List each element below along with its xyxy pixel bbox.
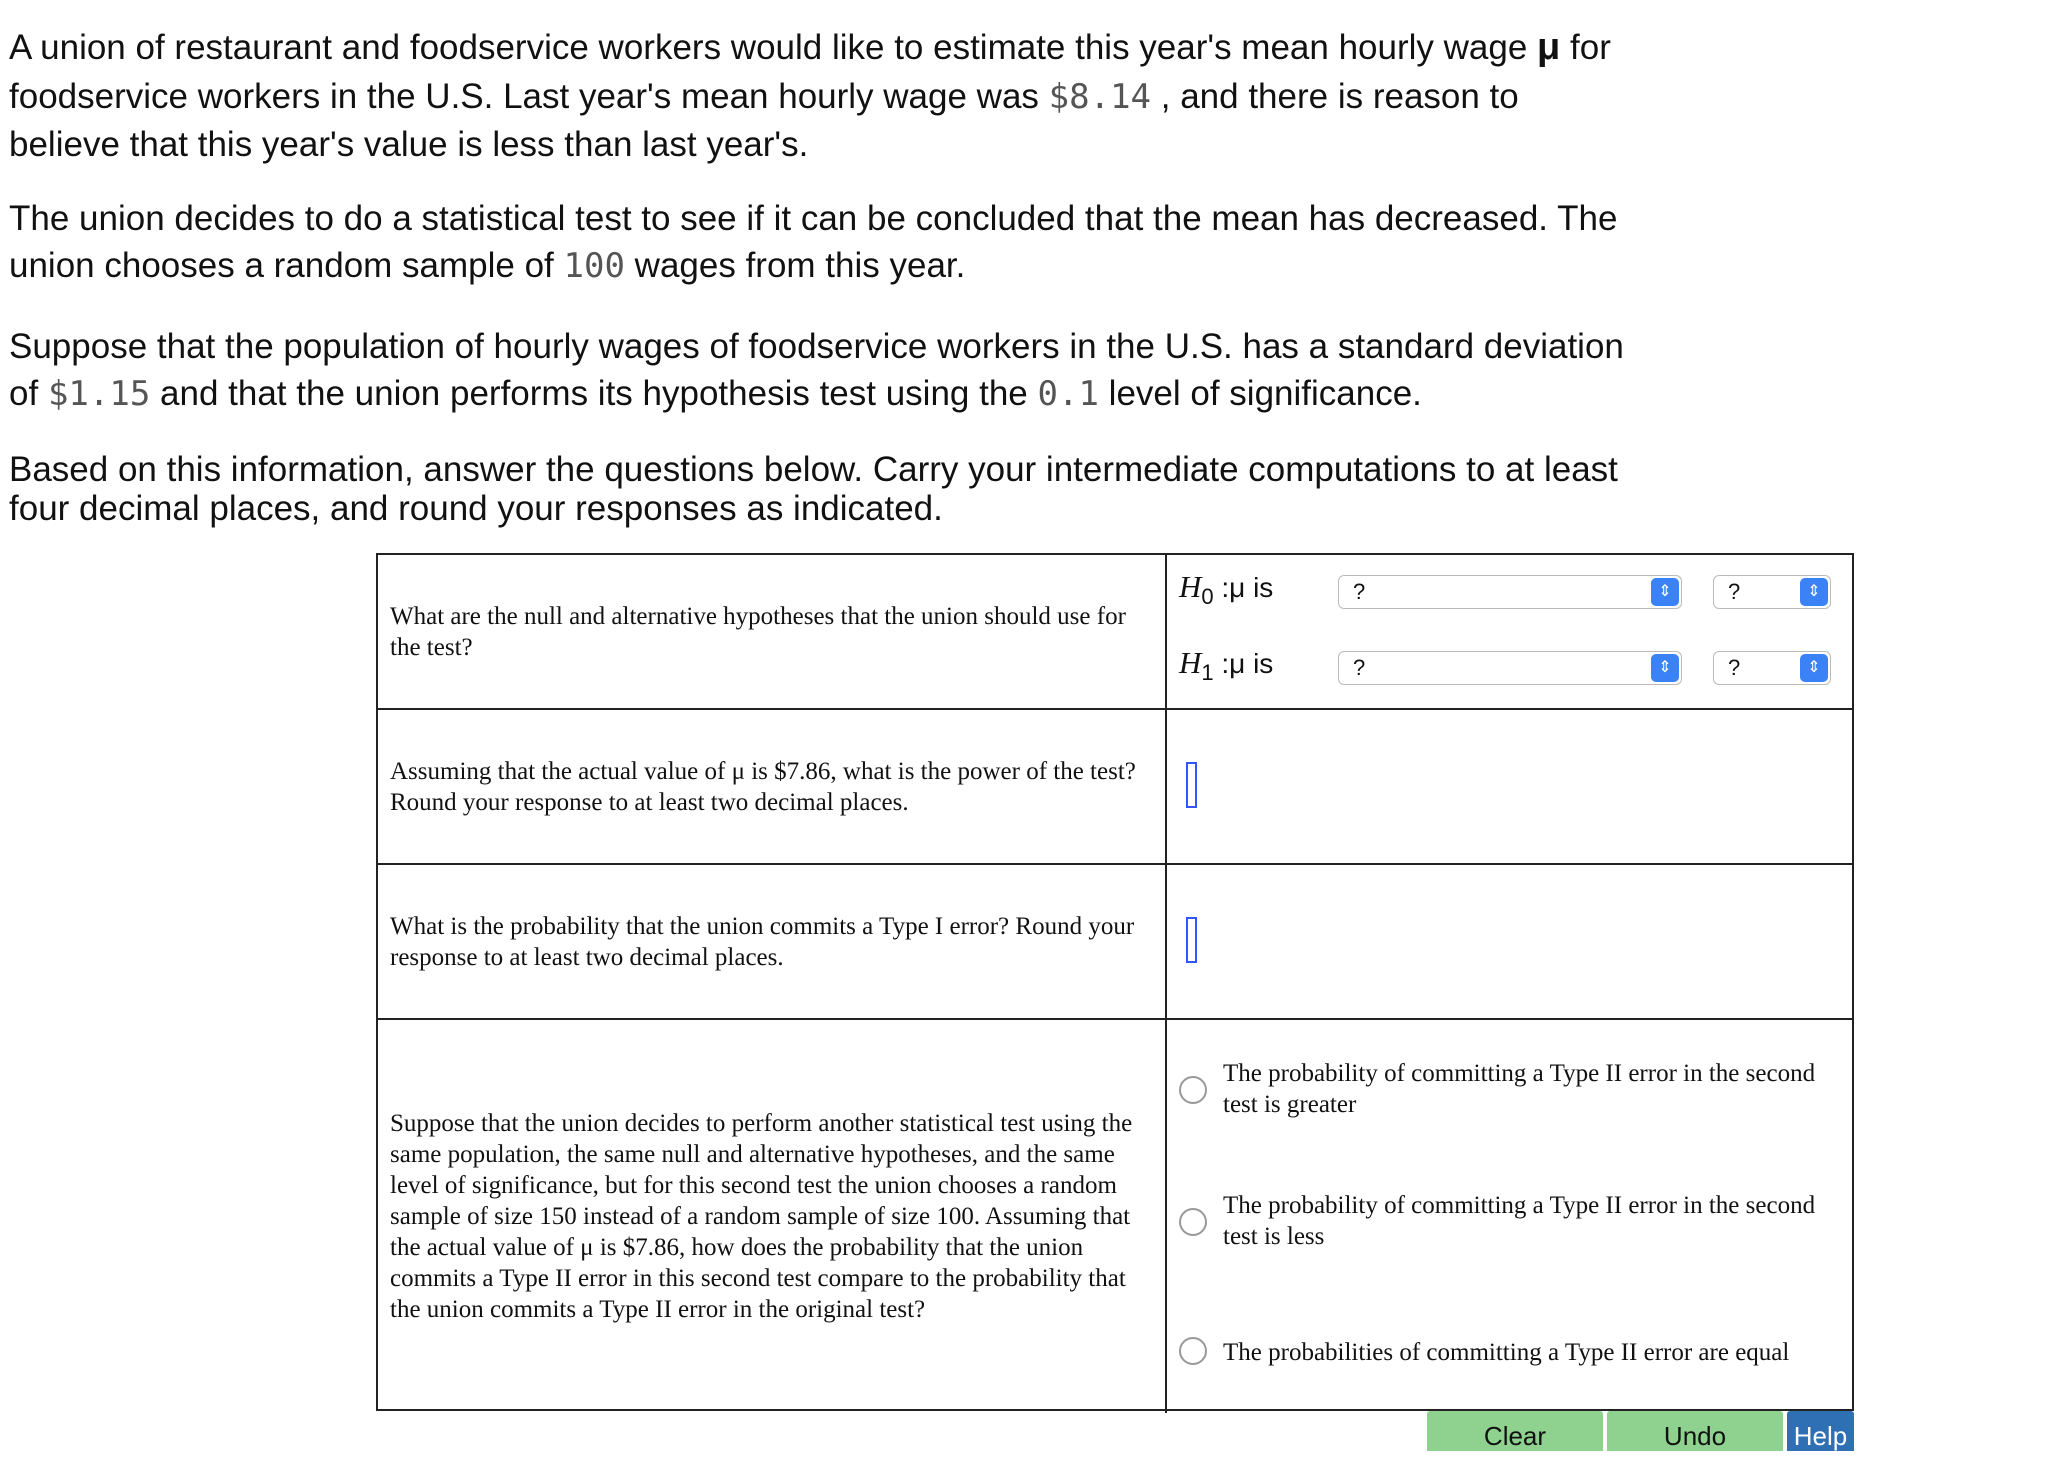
mu-symbol: μ [1537,26,1561,68]
null-hypothesis-label [1179,569,1273,610]
power-answer-input[interactable] [1186,762,1197,808]
h0-subscript: 0 [1201,584,1214,610]
answer-type-i-error [1167,865,1852,1018]
question-type-ii-comparison: Suppose that the union decides to perform another statistical test using the same population, the same null and alternative hypotheses, and the same level of significance, but for this second test the union chooses a random sample of size 150 instead of a random sample of size 100. Assuming that the actual value of μ is $7.86, how does the probability that the union commits a Type II error in this second test compare to the probability that the union commits a Type II error in the original test? [378,1020,1167,1413]
intro-text: Suppose that the population of hourly wages of foodservice workers in the U.S. has a standard deviation of [9,327,1624,414]
h-letter: H [1179,569,1202,604]
intro-text: for foodservice workers in the U.S. Last year's mean hourly wage was [9,28,1611,117]
question-power: Assuming that the actual value of μ is $7.86, what is the power of the test? Round your response to at least two decimal places. [378,710,1167,863]
significance-level-value: 0.1 [1037,374,1099,415]
question-row-hypotheses [378,555,1852,710]
sample-size-value: 100 [563,246,625,287]
h0-value-select[interactable] [1713,575,1831,609]
h0-relation-select[interactable] [1338,575,1682,609]
select-value: ? [1353,579,1366,604]
select-arrow-icon: ⇕ [1651,578,1679,606]
problem-paragraph-2 [9,195,1629,290]
intro-text: and that the union performs its hypothesis test using the [160,374,1028,414]
select-value: ? [1728,579,1741,604]
mu-is-text: :μ is [1221,572,1274,603]
clear-button[interactable]: Clear [1427,1411,1603,1451]
type-i-error-answer-input[interactable] [1186,917,1197,963]
h1-subscript: 1 [1201,660,1214,686]
intro-text: The union decides to do a statistical test to see if it can be concluded that the mean has decreased. The union chooses a random sample of [9,199,1618,286]
h1-value-select[interactable] [1713,651,1831,685]
radio-button[interactable] [1179,1076,1207,1104]
option-greater[interactable] [1179,1058,1853,1120]
select-arrow-icon: ⇕ [1651,654,1679,682]
question-row-type2 [378,1020,1852,1413]
intro-text: level of significance. [1108,374,1422,414]
std-dev-value: $1.15 [47,374,151,415]
problem-paragraph-3 [9,323,1629,418]
option-less[interactable] [1179,1190,1853,1252]
question-table [376,553,1854,1411]
intro-text: A union of restaurant and foodservice workers would like to estimate this year's mean hourly wage [9,28,1528,67]
h-letter: H [1179,645,1202,680]
intro-text: , and there is reason to believe that this year's value is less than last year's. [9,77,1519,165]
answer-power [1167,710,1852,863]
select-value: ? [1728,655,1741,680]
mu-is-text: :μ is [1221,648,1274,679]
question-row-type1 [378,865,1852,1020]
answer-type-ii-comparison [1167,1020,1852,1413]
help-button[interactable]: Help [1787,1411,1854,1451]
select-arrow-icon: ⇕ [1800,578,1828,606]
question-type-i-error: What is the probability that the union commits a Type I error? Round your response to at least two decimal places. [378,865,1167,1018]
option-less-label: The probability of committing a Type II error in the second test is less [1223,1192,1816,1250]
answer-hypotheses [1167,555,1852,708]
question-row-power [378,710,1852,865]
undo-button[interactable]: Undo [1607,1411,1783,1451]
alternative-hypothesis-label [1179,645,1273,686]
option-equal[interactable] [1179,1337,1853,1368]
option-equal-label: The probabilities of committing a Type II error are equal [1223,1339,1790,1366]
last-year-mean-value: $8.14 [1048,77,1152,118]
option-greater-label: The probability of committing a Type II error in the second test is greater [1223,1060,1816,1118]
select-arrow-icon: ⇕ [1800,654,1828,682]
problem-paragraph-4: Based on this information, answer the questions below. Carry your intermediate computations to at least four decimal places, and round your responses as indicated. [9,450,1618,529]
h1-relation-select[interactable] [1338,651,1682,685]
radio-button[interactable] [1179,1208,1207,1236]
radio-button[interactable] [1179,1337,1207,1365]
problem-paragraph-1 [9,22,1629,168]
intro-text: wages from this year. [634,246,966,286]
question-hypotheses: What are the null and alternative hypotheses that the union should use for the test? [378,555,1167,708]
select-value: ? [1353,655,1366,680]
